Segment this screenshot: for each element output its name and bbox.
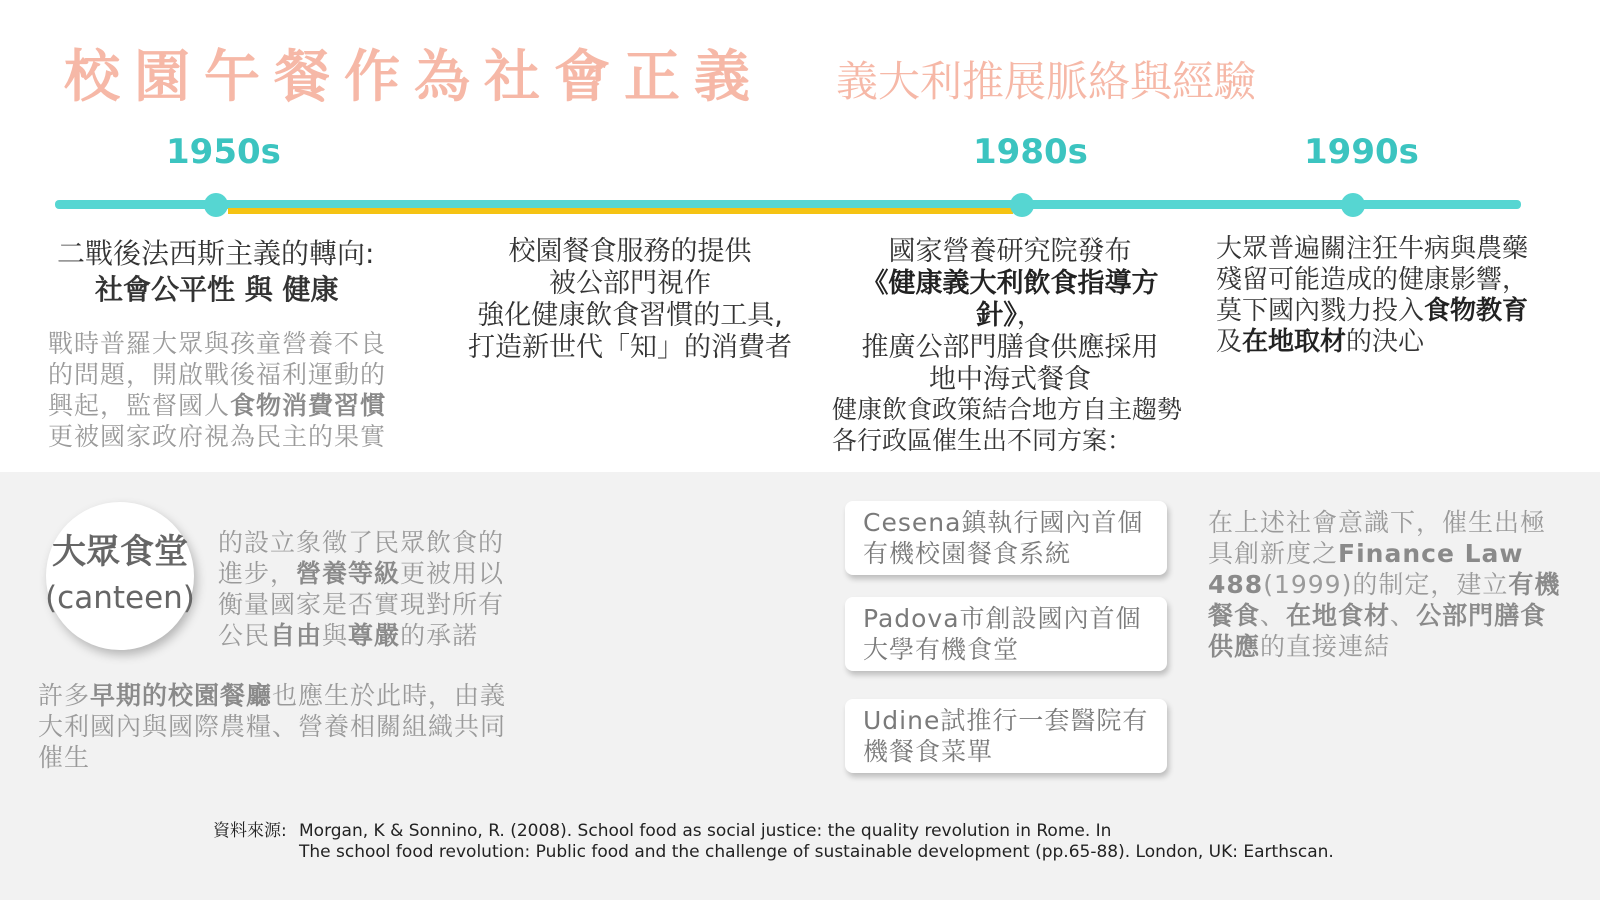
canteen-desc-part: 與 <box>322 621 349 650</box>
law-emphasis: 有機餐食 <box>1208 570 1561 630</box>
source-citation-line1: Morgan, K & Sonnino, R. (2008). School food as social justice: the quality revolution in Rome. In <box>299 821 1112 841</box>
timeline-dot-1980s <box>1010 193 1034 217</box>
col1-body-text-end: 更被國家政府視為民主的果實 <box>48 422 387 451</box>
case-box-udine <box>845 699 1167 773</box>
col4-text-part: 大眾普遍關注狂牛病與農藥殘留可能造成的健康影響，莫下國內戮力投入 <box>1216 234 1529 326</box>
col2-line: 校園餐食服務的提供 <box>508 236 752 267</box>
col3-text <box>830 236 1190 396</box>
law-text-part: 、 <box>1390 601 1417 630</box>
col2-line: 打造新世代「知」的消費者 <box>468 332 792 363</box>
case-text: Padova市創設國內首個大學有機食堂 <box>863 604 1142 664</box>
col1-heading <box>57 236 417 308</box>
year-label-1950s: 1950s <box>166 132 281 172</box>
law-emphasis: 在地食材 <box>1286 601 1391 630</box>
source-citation-line2: The school food revolution: Public food and the challenge of sustainable development (pp.65-88). London, UK: Earthscan. <box>299 842 1334 862</box>
col3-note-line: 健康飲食政策結合地方自主趨勢 <box>832 395 1183 424</box>
canteen-desc-part: 的設立象徵了民眾飲食的進步， <box>218 528 505 588</box>
canteen-title: 大眾食堂 <box>52 532 188 572</box>
col4-text-part: 及 <box>1216 327 1243 357</box>
early-canteens-text <box>38 680 518 773</box>
law-text-part: 的直接連結 <box>1260 632 1391 661</box>
col4-emphasis: 在地取材 <box>1242 327 1347 357</box>
col4-text-part: 的決心 <box>1346 327 1425 357</box>
law-emphasis: Finance Law 488 <box>1208 539 1524 599</box>
case-box-cesena <box>845 501 1167 575</box>
col1-body <box>48 328 408 452</box>
col1-heading-line2: 社會公平性 與 健康 <box>95 273 339 306</box>
col1-heading-line1: 二戰後法西斯主義的轉向: <box>57 237 375 270</box>
law-text-part: 在上述社會意識下，催生出極具創新度之 <box>1208 508 1547 568</box>
col2-line: 強化健康飲食習慣的工具, <box>477 300 783 331</box>
timeline-highlight-bar <box>228 208 1013 214</box>
guideline-title: 《健康義大利飲食指導方針》 <box>861 268 1159 331</box>
canteen-desc-emphasis: 營養等級 <box>296 559 401 588</box>
col3-line <box>830 268 1190 332</box>
col1-body-text: 戰時普羅大眾與孩童營養不良的問題，開啟戰後福利運動的興起，監督國人 <box>48 329 387 420</box>
col4-text <box>1216 234 1546 358</box>
col3-note-line: 各行政區催生出不同方案： <box>832 426 1133 455</box>
canteen-desc-emphasis: 尊嚴 <box>348 621 401 650</box>
law-emphasis: 公部門膳食供應 <box>1208 601 1547 661</box>
page-title: 校園午餐作為社會正義 <box>64 45 764 110</box>
col2-line: 被公部門視作 <box>549 268 711 299</box>
col4-emphasis: 食物教育 <box>1424 296 1529 326</box>
year-label-1990s: 1990s <box>1304 132 1419 172</box>
col3-punct: ， <box>1016 300 1044 331</box>
early-text-part: 也應生於此時，由義大利國內與國際農糧、營養相關組織共同催生 <box>38 681 507 772</box>
canteen-desc-part: 更被用以衡量國家是否實現對所有公民 <box>218 559 505 650</box>
col3-note <box>832 394 1212 456</box>
canteen-subtitle: (canteen) <box>45 580 195 616</box>
early-text-emphasis: 早期的校園餐廳 <box>90 681 273 710</box>
case-text: Cesena鎮執行國內首個有機校園餐食系統 <box>863 508 1144 568</box>
timeline-dot-1990s <box>1341 193 1365 217</box>
year-label-1980s: 1980s <box>973 132 1088 172</box>
law-text-part: 、 <box>1260 601 1287 630</box>
col1-body-emphasis: 食物消費習慣 <box>230 391 387 420</box>
canteen-desc-part: 的承諾 <box>400 621 479 650</box>
early-text-part: 許多 <box>38 681 91 710</box>
source-label: 資料來源: <box>213 821 287 841</box>
col3-line: 推廣公部門膳食供應採用 <box>861 332 1159 363</box>
timeline-dot-1950s <box>204 193 228 217</box>
case-box-padova <box>845 597 1167 671</box>
canteen-desc-emphasis: 自由 <box>270 621 323 650</box>
col3-line: 地中海式餐食 <box>929 364 1091 395</box>
col2-text <box>460 236 800 364</box>
page-subtitle: 義大利推展脈絡與經驗 <box>836 57 1257 106</box>
law-text-part: (1999)的制定，建立 <box>1263 570 1509 599</box>
col3-line: 國家營養研究院發布 <box>888 236 1132 267</box>
case-text: Udine試推行一套醫院有機餐食菜單 <box>863 706 1149 766</box>
finance-law-text <box>1208 507 1568 662</box>
canteen-description <box>218 527 518 651</box>
